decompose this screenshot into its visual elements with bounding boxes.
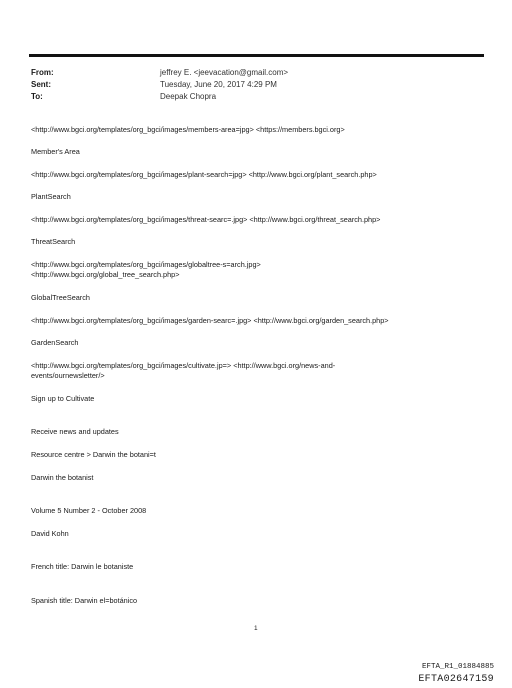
to-value: Deepak Chopra [160, 92, 217, 101]
body-line-garden-search: GardenSearch [31, 338, 79, 347]
body-line-plant-search: PlantSearch [31, 192, 71, 201]
body-line-globaltree-link-1: <http://www.bgci.org/templates/org_bgci/images/globaltree-s=arch.jpg> [31, 260, 261, 269]
body-line-spanish-title: Spanish title: Darwin el=botánico [31, 596, 138, 605]
body-line-volume: Volume 5 Number 2 - October 2008 [31, 506, 147, 515]
body-line-cultivate-link-2: events/ournewsletter/> [31, 371, 105, 380]
body-line-resource-centre: Resource centre > Darwin the botani=t [31, 450, 156, 459]
bates-number-1: EFTA_R1_01884885 [421, 663, 494, 671]
body-line-members-area-link: <http://www.bgci.org/templates/org_bgci/images/members-area=jpg> <https://members.bgci.org> [31, 125, 345, 134]
body-line-sign-up: Sign up to Cultivate [31, 394, 95, 403]
header-rule [29, 54, 484, 57]
body-line-garden-search-link: <http://www.bgci.org/templates/org_bgci/images/garden-searc=.jpg> <http://www.bgci.org/garden_search.php> [31, 316, 389, 325]
to-label: To: [31, 92, 43, 101]
body-line-french-title: French title: Darwin le botaniste [31, 562, 134, 571]
page-number: 1 [254, 625, 258, 632]
body-line-members-area: Member's Area [31, 147, 80, 156]
body-line-threat-search: ThreatSearch [31, 237, 76, 246]
body-line-author: David Kohn [31, 529, 69, 538]
body-line-receive-news: Receive news and updates [31, 427, 119, 436]
body-line-globaltree-search: GlobalTreeSearch [31, 293, 90, 302]
sent-label: Sent: [31, 80, 51, 89]
body-line-cultivate-link-1: <http://www.bgci.org/templates/org_bgci/images/cultivate.jp=> <http://www.bgci.org/news-and- [31, 361, 336, 370]
body-line-threat-search-link: <http://www.bgci.org/templates/org_bgci/images/threat-searc=.jpg> <http://www.bgci.org/threat_search.php> [31, 215, 381, 224]
body-line-globaltree-link-2: <http://www.bgci.org/global_tree_search.php> [31, 270, 180, 279]
body-line-darwin-botanist: Darwin the botanist [31, 473, 94, 482]
sent-value: Tuesday, June 20, 2017 4:29 PM [160, 80, 277, 89]
from-value: jeffrey E. <jeevacation@gmail.com> [160, 68, 289, 77]
body-line-plant-search-link: <http://www.bgci.org/templates/org_bgci/images/plant-search=jpg> <http://www.bgci.org/plant_search.php> [31, 170, 377, 179]
from-label: From: [31, 68, 54, 77]
bates-number-2: EFTA02647159 [418, 674, 494, 685]
